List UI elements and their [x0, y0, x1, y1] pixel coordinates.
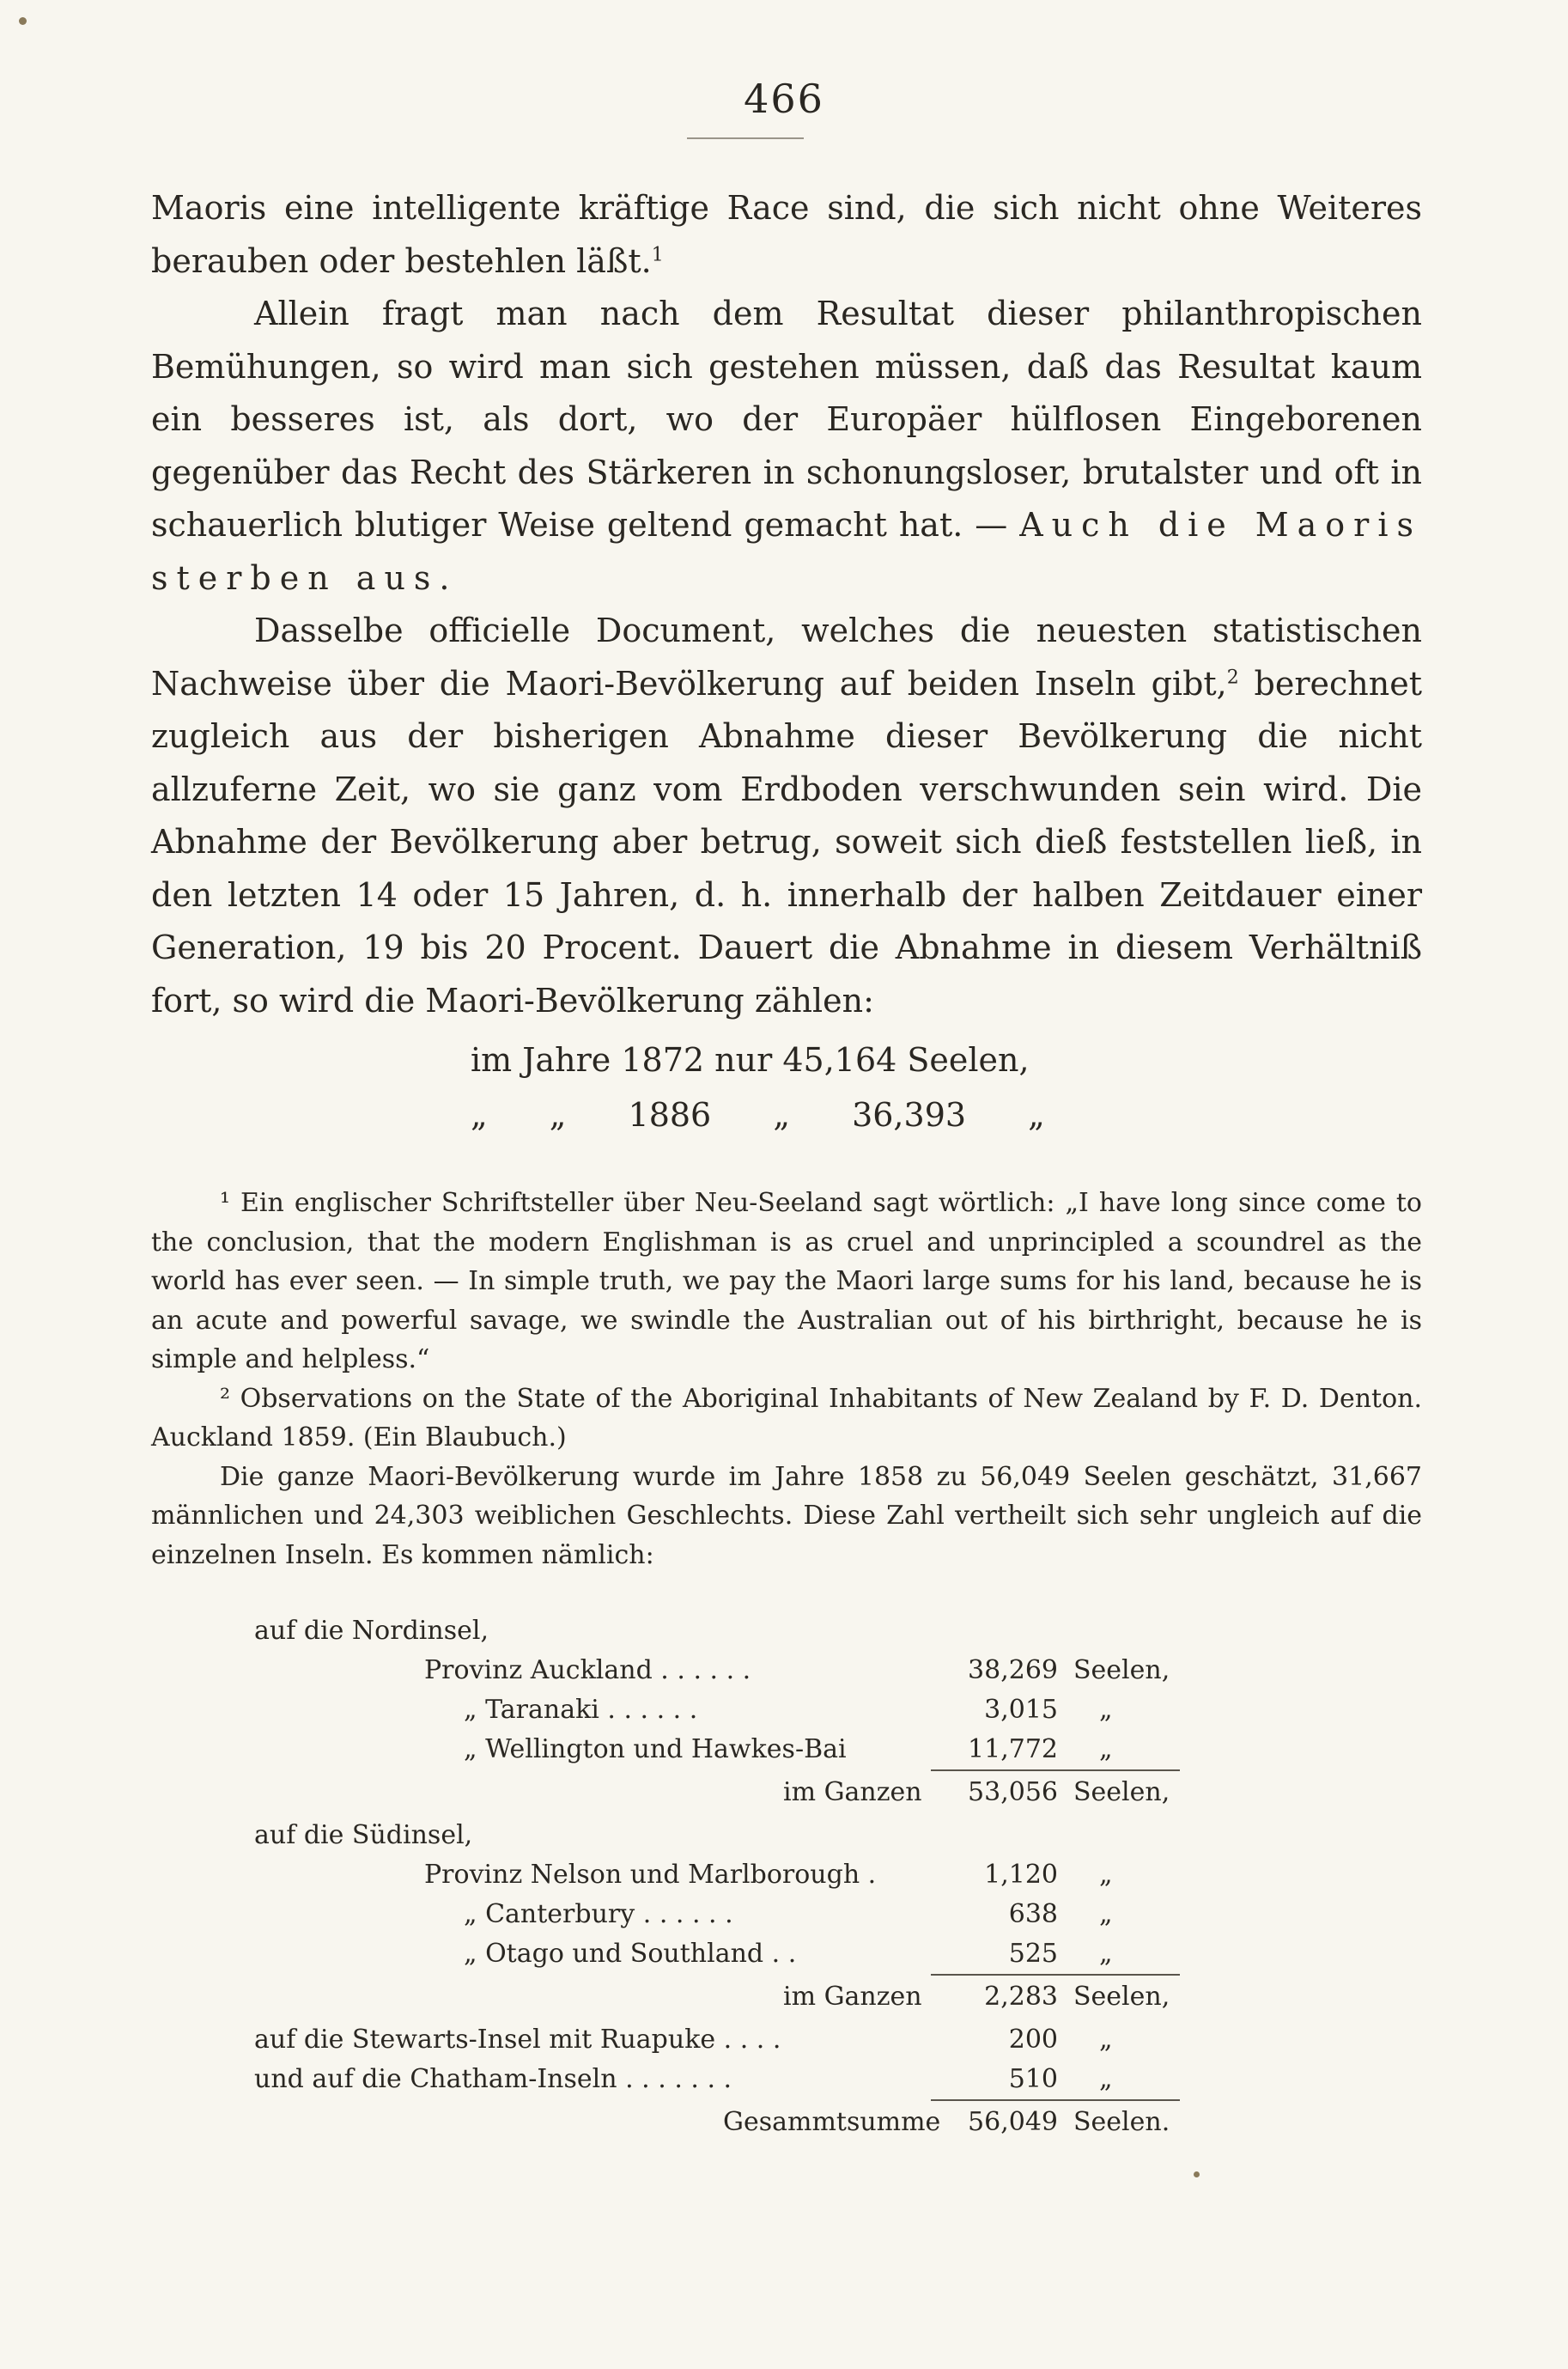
paragraph-text: Dasselbe officielle Document, welches die neuesten statistischen Nachweise über die Maori-Bevölkerung auf beiden Inseln gibt,: [151, 612, 1422, 703]
row-unit: „: [1099, 1899, 1113, 1929]
row-value: 510: [1008, 2064, 1058, 2094]
table-row: [0, 1651, 1568, 1690]
row-value: 3,015: [984, 1695, 1058, 1725]
table-row: [0, 2060, 1568, 2099]
paragraph: [151, 182, 1422, 288]
footnotes: [151, 1184, 1422, 1574]
footnote-marker: 2: [1226, 666, 1239, 688]
projection-line: im Jahre 1872 nur 45,164 Seelen,: [471, 1041, 1030, 1079]
heading-text: auf die Nordinsel,: [254, 1616, 489, 1646]
header-rule: [687, 137, 804, 139]
row-value: 38,269: [968, 1655, 1058, 1685]
row-unit: „: [1099, 1695, 1113, 1725]
row-label: „ Taranaki . . . . . .: [464, 1695, 698, 1725]
grand-total-row: [0, 2103, 1568, 2142]
row-value: 11,772: [968, 1734, 1058, 1764]
paragraph-text: berechnet zugleich aus der bisherigen Abnahme dieser Bevölkerung die nicht allzuferne Zeit, wo sie ganz vom Erdboden verschwunden sein wird. Die Abnahme der Bevölkerung aber betrug, soweit sich dieß feststellen ließ, in den letzten 14 oder 15 Jahren, d. h. innerhalb der halben Zeitdauer einer Generation, 19 bis 20 Procent. Dauert die Abnahme in diesem Verhältniß fort, so wird die Maori-Bevölkerung zählen:: [151, 664, 1422, 1020]
table-row: [0, 1934, 1568, 1974]
row-unit: Seelen.: [1073, 2107, 1170, 2137]
ink-speck: [1194, 2171, 1200, 2177]
projection-line: „ „ 1886 „ 36,393 „: [471, 1096, 1045, 1134]
row-label: „ Canterbury . . . . . .: [464, 1899, 733, 1929]
footnote-2-continuation: Die ganze Maori-Bevölkerung wurde im Jahre 1858 zu 56,049 Seelen geschätzt, 31,667 männlichen und 24,303 weiblichen Geschlechts. Diese Zahl vertheilt sich sehr ungleich auf die einzelnen Inseln. Es kommen nämlich:: [151, 1461, 1422, 1570]
sum-rule: [931, 1974, 1180, 1976]
row-value: 638: [1008, 1899, 1058, 1929]
main-text: [151, 182, 1422, 1027]
row-value: 2,283: [984, 1982, 1058, 2012]
row-label: Provinz Nelson und Marlborough .: [424, 1860, 877, 1890]
footnote-2: ² Observations on the State of the Aboriginal Inhabitants of New Zealand by F. D. Denton. Auckland 1859. (Ein Blaubuch.): [151, 1383, 1422, 1452]
row-unit: Seelen,: [1073, 1777, 1170, 1807]
row-unit: „: [1099, 2064, 1113, 2094]
heading-text: auf die Südinsel,: [254, 1820, 473, 1850]
row-unit: Seelen,: [1073, 1655, 1170, 1685]
table-heading: [254, 1611, 489, 1651]
footnote-marker: 1: [651, 243, 664, 265]
sum-rule: [931, 1769, 1180, 1771]
row-value: 56,049: [968, 2107, 1058, 2137]
row-label: und auf die Chatham-Inseln . . . . . . .: [254, 2064, 732, 2094]
row-label: „ Otago und Southland . .: [464, 1939, 797, 1969]
table-row: [0, 1855, 1568, 1895]
row-unit: „: [1099, 1860, 1113, 1890]
row-label: im Ganzen: [783, 1982, 922, 2012]
sum-rule: [931, 2099, 1180, 2101]
row-unit: „: [1099, 1939, 1113, 1969]
footnote-1: ¹ Ein englischer Schriftsteller über Neu-Seeland sagt wörtlich: „I have long since come to the conclusion, that the modern Englishman is as cruel and unprincipled a scoundrel as the world has ever seen. — In simple truth, we pay the Maori large sums for his land, because he is an acute and powerful savage, we swindle the Australian out of his birthright, because he is simple and helpless.“: [151, 1188, 1422, 1374]
paragraph: [151, 605, 1422, 1027]
row-value: 53,056: [968, 1777, 1058, 1807]
paragraph-text: Maoris eine intelligente kräftige Race sind, die sich nicht ohne Weiteres berauben oder bestehlen läßt.: [151, 189, 1422, 280]
table-row: [0, 1895, 1568, 1934]
table-row: [0, 1730, 1568, 1769]
row-unit: „: [1099, 1734, 1113, 1764]
ink-speck: [19, 17, 27, 25]
table-heading: [254, 1816, 472, 1855]
row-label: Provinz Auckland . . . . . .: [424, 1655, 751, 1685]
paragraph: [151, 288, 1422, 605]
subtotal-row: [0, 1977, 1568, 2017]
row-value: 1,120: [984, 1860, 1058, 1890]
page-number: 466: [744, 76, 824, 122]
paragraph-text: Allein fragt man nach dem Resultat dieser philanthropischen Bemühungen, so wird man sich gestehen müssen, daß das Resultat kaum ein besseres ist, als dort, wo der Europäer hülflosen Eingeborenen gegenüber das Recht des Stärkeren in schonungsloser, brutalster und oft in schauerlich blutiger Weise geltend gemacht hat. —: [151, 295, 1422, 544]
row-value: 200: [1008, 2025, 1058, 2055]
row-label: auf die Stewarts-Insel mit Ruapuke . . . .: [254, 2025, 781, 2055]
subtotal-row: [0, 1773, 1568, 1812]
row-unit: Seelen,: [1073, 1982, 1170, 2012]
emphasized-text: Auch die Maoris sterben aus.: [151, 506, 1422, 597]
row-label: Gesammtsumme: [723, 2107, 941, 2137]
row-unit: „: [1099, 2025, 1113, 2055]
table-row: [0, 1690, 1568, 1730]
row-value: 525: [1008, 1939, 1058, 1969]
row-label: im Ganzen: [783, 1777, 922, 1807]
row-label: „ Wellington und Hawkes-Bai: [464, 1734, 847, 1764]
table-row: [0, 2020, 1568, 2060]
